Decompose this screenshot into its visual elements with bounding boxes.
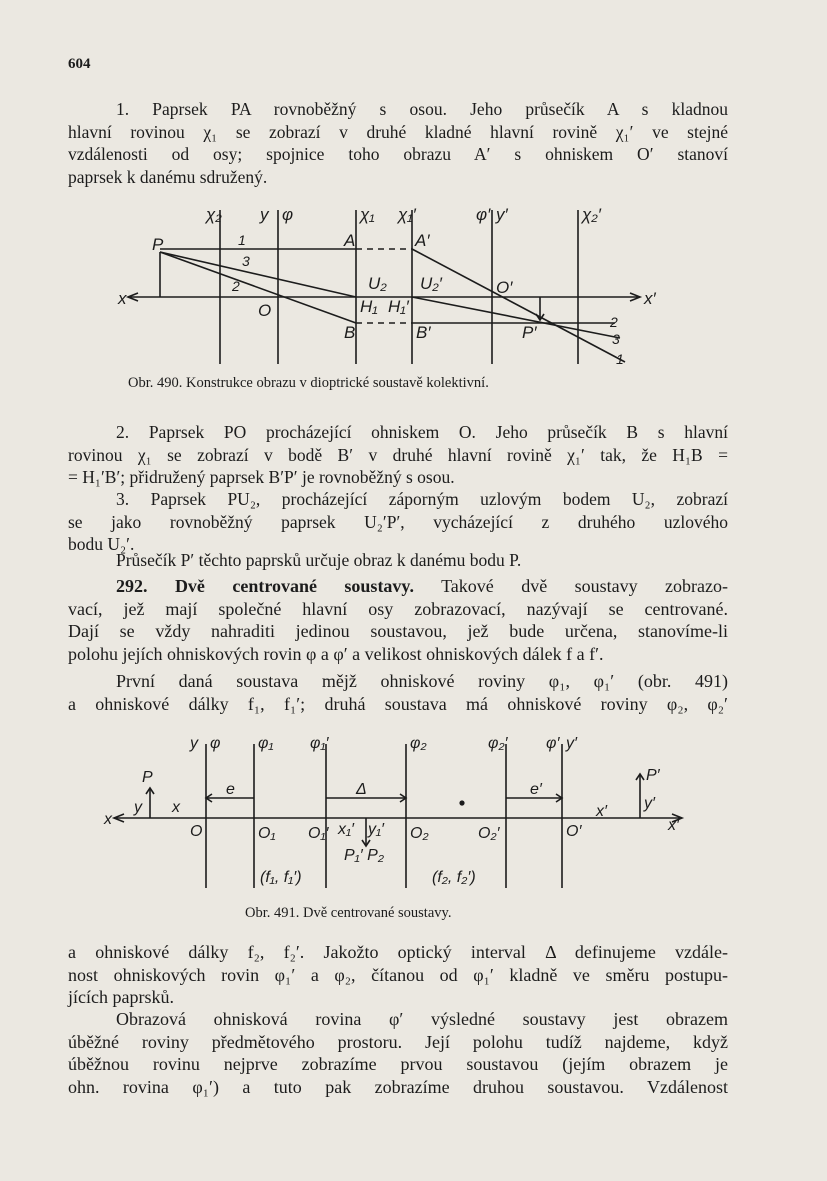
label-phi1: φ₁ bbox=[258, 735, 274, 752]
label-chi1: χ₁ bbox=[360, 205, 375, 224]
label-xp: x′ bbox=[644, 289, 656, 308]
label-Op: O′ bbox=[496, 278, 513, 297]
label-phip: φ′ bbox=[546, 735, 560, 752]
label-yp: y′ bbox=[566, 735, 577, 752]
paragraph-image-focal-plane bbox=[68, 1008, 728, 1098]
section-number: 292. bbox=[116, 576, 148, 596]
text-line: bodu U₂′. bbox=[68, 534, 135, 554]
text-line: jících paprsků. bbox=[68, 987, 174, 1007]
label-f1: (f₁, f₁′) bbox=[260, 869, 302, 886]
text-line: a ohniskové dálky f₂, f₂′. Jakožto optický interval Δ definujeme vzdále- bbox=[68, 942, 728, 962]
label-e: e bbox=[226, 781, 235, 798]
label-x-axis-p: x′ bbox=[668, 817, 679, 834]
label-B: B bbox=[344, 323, 356, 342]
text-line: paprsek k danému sdružený. bbox=[68, 166, 268, 187]
label-y: y bbox=[190, 735, 198, 752]
paragraph-ray-nodal bbox=[68, 488, 728, 556]
text-line: vzdálenosti od osy; spojnice toho obrazu A′ s ohniskem O′ stanoví bbox=[68, 144, 728, 164]
label-chi2: χ₂ bbox=[206, 205, 222, 224]
label-y-small: y bbox=[134, 799, 142, 816]
label-P: P bbox=[152, 235, 164, 254]
text-line: 2. Paprsek PO procházející ohniskem O. Jeho průsečík B s hlavní bbox=[116, 422, 728, 442]
text-line: vací, jež mají společné hlavní osy zobrazovací, nazývají se centrované. bbox=[68, 598, 728, 619]
text-line: Průsečík P′ těchto paprsků určuje obraz k danému bodu P. bbox=[116, 550, 522, 570]
text-line: rovinou χ₁ se zobrazí v bodě B′ v druhé hlavní rovině χ₁′ tak, že H₁B = bbox=[68, 444, 728, 465]
section-292 bbox=[68, 575, 728, 665]
ray-1-refracted bbox=[412, 249, 625, 362]
dot-marker bbox=[460, 801, 464, 805]
label-U2: U₂ bbox=[368, 274, 387, 293]
label-O: O bbox=[190, 823, 203, 840]
text-line: polohu jejích ohniskových rovin φ a φ′ a velikost ohniskových dálek f a f′. bbox=[68, 643, 604, 664]
label-ray-1: 1 bbox=[238, 232, 246, 248]
label-y1p: y₁′ bbox=[368, 821, 385, 838]
text-line: úběžnou rovinu nejprve zobrazíme prvou soustavou (jejím obrazem je bbox=[68, 1054, 728, 1074]
label-Pp: P′ bbox=[646, 767, 660, 784]
text-line: Takové dvě soustavy zobrazo- bbox=[441, 576, 728, 596]
figure-491-diagram bbox=[100, 728, 700, 898]
label-phi2p: φ₂′ bbox=[488, 735, 508, 752]
ray-3 bbox=[160, 252, 356, 297]
label-exit-3: 3 bbox=[612, 331, 620, 347]
label-delta: Δ bbox=[356, 781, 367, 798]
label-Ap: A′ bbox=[415, 231, 430, 250]
label-exit-1: 1 bbox=[616, 351, 624, 367]
text-line: Obrazová ohnisková rovina φ′ výsledné soustavy jest obrazem bbox=[116, 1009, 728, 1029]
label-Pp: P′ bbox=[522, 323, 537, 342]
text-line: ohn. rovina φ₁′) a tuto pak zobrazíme druhou soustavou. Vzdálenost bbox=[68, 1076, 728, 1097]
label-H1: H₁ bbox=[360, 297, 378, 316]
label-x1p: x₁′ bbox=[338, 821, 355, 838]
label-y: y bbox=[260, 205, 269, 224]
text-line: První daná soustava mějž ohniskové roviny φ₁, φ₁′ (obr. 491) bbox=[116, 671, 728, 691]
figure-490-caption: Obr. 490. Konstrukce obrazu v dioptrické soustavě kolektivní. bbox=[128, 375, 489, 391]
text-line: nost ohniskových rovin φ₁′ a φ₂, čítanou od φ₁′ kladně ve směru postupu- bbox=[68, 964, 728, 985]
label-phi: φ bbox=[210, 735, 221, 752]
text-line: Dají se vždy nahraditi jedinou soustavou, jež bude určena, stanovíme-li bbox=[68, 621, 728, 641]
text-line: a ohniskové dálky f₁, f₁′; druhá soustava má ohniskové roviny φ₂, φ₂′ bbox=[68, 693, 728, 714]
label-O2p: O₂′ bbox=[478, 825, 500, 842]
label-x-axis: x bbox=[104, 811, 112, 828]
label-O1: O₁ bbox=[258, 825, 276, 842]
label-H1p: H₁′ bbox=[388, 297, 409, 316]
paragraph-first-system bbox=[68, 670, 728, 715]
text-line: 1. Paprsek PA rovnoběžný s osou. Jeho průsečík A s kladnou bbox=[116, 99, 728, 119]
label-phi1p: φ₁′ bbox=[310, 735, 329, 752]
label-ep: e′ bbox=[530, 781, 542, 798]
label-P: P bbox=[142, 769, 153, 786]
label-yp-small: y′ bbox=[644, 795, 655, 812]
label-phi: φ bbox=[282, 205, 294, 224]
paragraph-optical-interval bbox=[68, 941, 728, 1009]
label-phip: φ′ bbox=[476, 205, 491, 224]
text-line: hlavní rovinou χ₁ se zobrazí v druhé kladné hlavní rovině χ₁′ ve stejné bbox=[68, 121, 728, 142]
label-x: x bbox=[172, 799, 180, 816]
label-ray-3: 3 bbox=[242, 253, 250, 269]
section-title: Dvě centrované soustavy. bbox=[174, 576, 414, 596]
label-exit-2: 2 bbox=[610, 314, 618, 330]
text-line: úběžné roviny předmětového prostoru. Její polohu tudíž najdeme, když bbox=[68, 1031, 728, 1052]
label-f2: (f₂, f₂′) bbox=[432, 869, 476, 886]
ray-3-refracted bbox=[412, 297, 620, 338]
paragraph-ray-parallel bbox=[68, 98, 728, 188]
label-O1p: O₁′ bbox=[308, 825, 329, 842]
label-ray-2: 2 bbox=[232, 278, 240, 294]
label-O2: O₂ bbox=[410, 825, 429, 842]
figure-491-caption: Obr. 491. Dvě centrované soustavy. bbox=[245, 905, 452, 921]
label-phi2: φ₂ bbox=[410, 735, 427, 752]
label-A: A bbox=[344, 231, 356, 250]
label-Bp: B′ bbox=[416, 323, 431, 342]
figure-490-diagram bbox=[100, 196, 700, 374]
paragraph-ray-focus bbox=[68, 421, 728, 489]
label-yp: y′ bbox=[496, 205, 508, 224]
text-line: = H₁′B′; přidružený paprsek B′P′ je rovnoběžný s osou. bbox=[68, 467, 455, 487]
label-chi2p: χ₂′ bbox=[582, 205, 601, 224]
label-xp: x′ bbox=[596, 803, 607, 820]
text-line: 3. Paprsek PU₂, procházející záporným uzlovým bodem U₂, zobrazí bbox=[116, 489, 728, 509]
paragraph-intersection bbox=[68, 549, 728, 572]
label-Op: O′ bbox=[566, 823, 582, 840]
label-U2p: U₂′ bbox=[420, 274, 442, 293]
page-number: 604 bbox=[68, 56, 91, 72]
label-chi1p: χ₁′ bbox=[398, 205, 416, 224]
label-P1p-P2: P₁′ P₂ bbox=[344, 847, 384, 864]
text-line: se jako rovnoběžný paprsek U₂′P′, vycházející z druhého uzlového bbox=[68, 511, 728, 532]
label-O: O bbox=[258, 301, 272, 320]
label-x: x bbox=[118, 289, 127, 308]
